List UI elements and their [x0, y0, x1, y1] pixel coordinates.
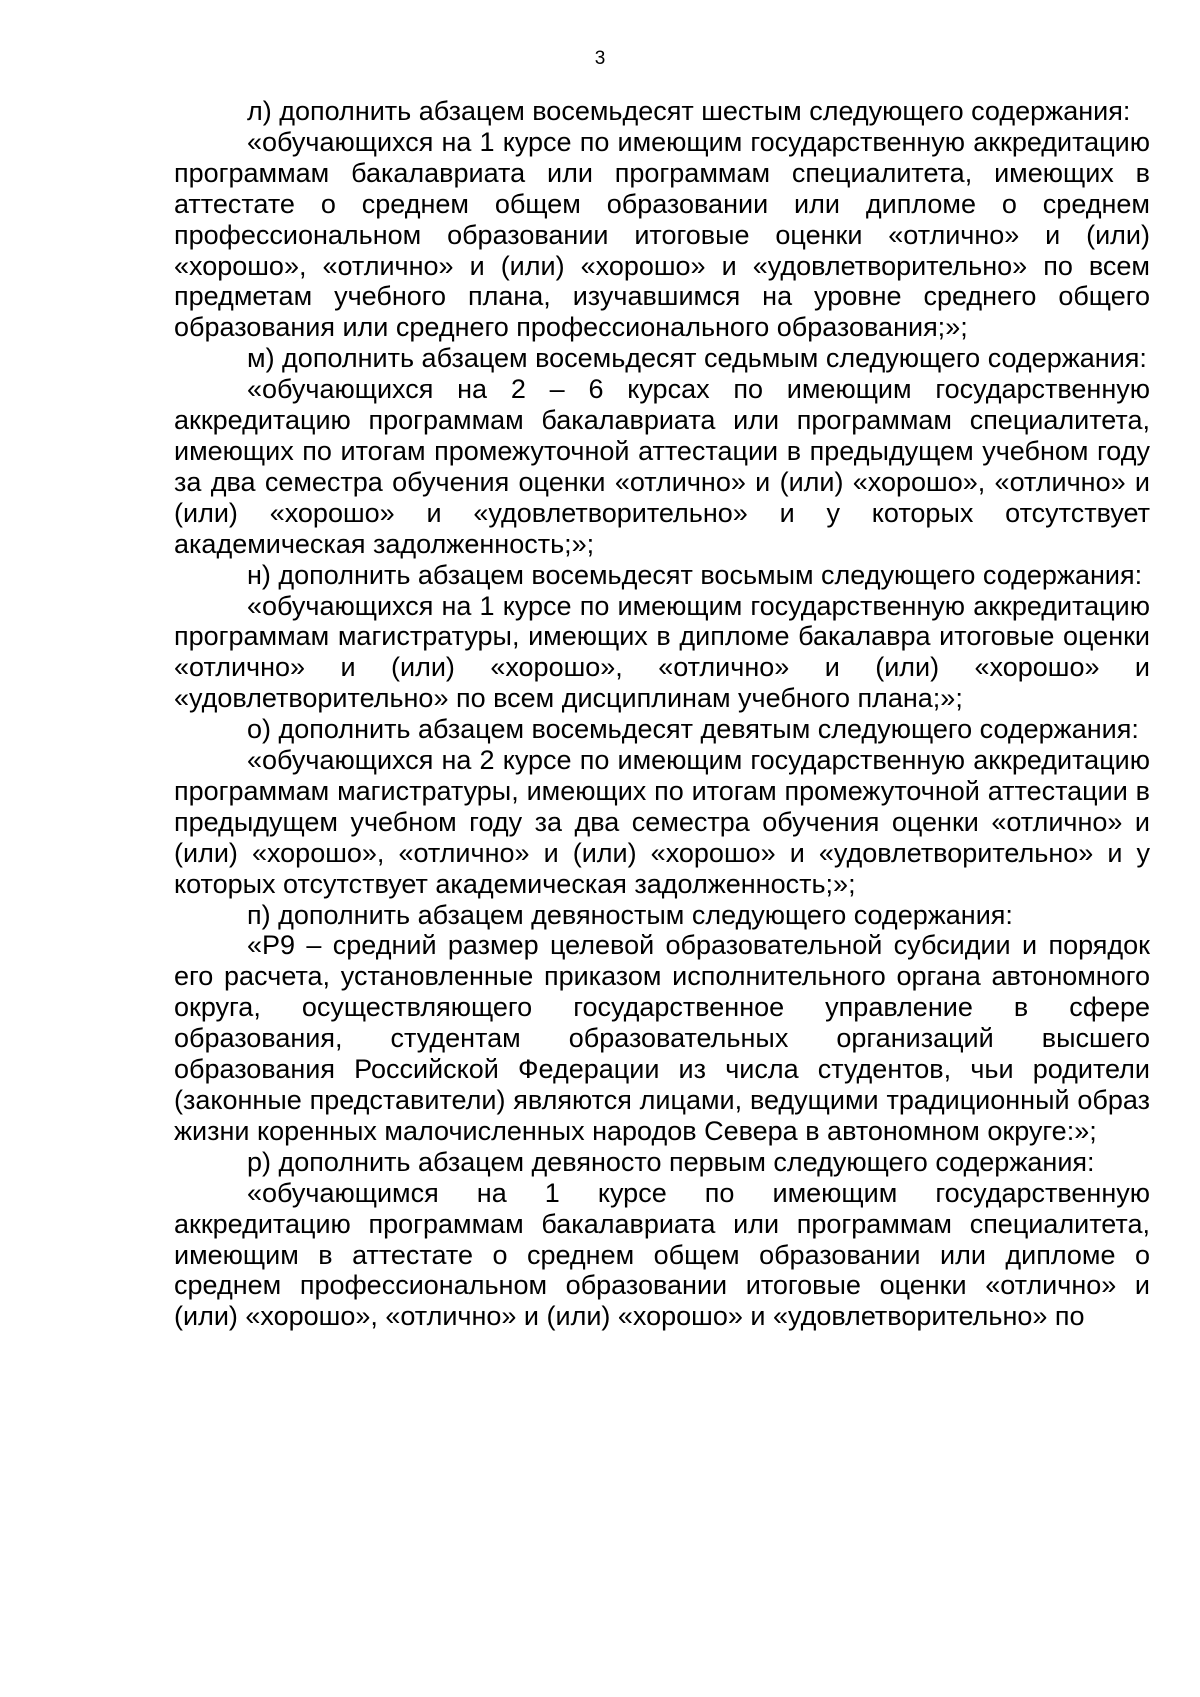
paragraph: м) дополнить абзацем восемьдесят седьмым следующего содержания:	[247, 343, 1147, 374]
paragraph: «обучающихся на 2 – 6 курсах по имеющим государственную аккредитацию программам бакалавриата или программам специалитета, имеющих по итогам промежуточной аттестации в предыдущем учебном году за два семестра обучения оценки «отлично» и (или) «хорошо», «отлично» и (или) «хорошо» и «удовлетворительно» и у которых отсутствует академическая задолженность;»;	[174, 374, 1150, 559]
paragraph: п) дополнить абзацем девяностым следующего содержания:	[247, 899, 1013, 930]
paragraph: «обучающихся на 1 курсе по имеющим государственную аккредитацию программам бакалавриата или программам специалитета, имеющих в аттестате о среднем общем образовании или дипломе о среднем профессиональном образовании итоговые оценки «отлично» и (или) «хорошо», «отлично» и (или) «хорошо» и «удовлетворительно» по всем предметам учебного плана, изучавшимся на уровне среднего общего образования или среднего профессионального образования;»;	[174, 126, 1150, 343]
document-body	[174, 96, 1150, 1332]
page-number: 3	[594, 48, 606, 69]
paragraph: р) дополнить абзацем девяносто первым следующего содержания:	[247, 1146, 1095, 1177]
paragraph: «Р9 – средний размер целевой образовательной субсидии и порядок его расчета, установленные приказом исполнительного органа автономного округа, осуществляющего государственное управление в сфере образования, студентам образовательных организаций высшего образования Российской Федерации из числа студентов, чьи родители (законные представители) являются лицами, ведущими традиционный образ жизни коренных малочисленных народов Севера в автономном округе:»;	[174, 930, 1150, 1146]
paragraph: «обучающимся на 1 курсе по имеющим государственную аккредитацию программам бакалавриата или программам специалитета, имеющим в аттестате о среднем общем образовании или дипломе о среднем профессиональном образовании итоговые оценки «отлично» и (или) «хорошо», «отлично» и (или) «хорошо» и «удовлетворительно» по	[174, 1177, 1150, 1332]
paragraph: «обучающихся на 2 курсе по имеющим государственную аккредитацию программам магистратуры, имеющих по итогам промежуточной аттестации в предыдущем учебном году за два семестра обучения оценки «отлично» и (или) «хорошо», «отлично» и (или) «хорошо» и «удовлетворительно» и у которых отсутствует академическая задолженность;»;	[174, 745, 1150, 899]
paragraph: л) дополнить абзацем восемьдесят шестым следующего содержания:	[247, 96, 1131, 126]
paragraph: о) дополнить абзацем восемьдесят девятым следующего содержания:	[247, 714, 1139, 745]
paragraph: н) дополнить абзацем восемьдесят восьмым следующего содержания:	[247, 559, 1143, 590]
paragraph: «обучающихся на 1 курсе по имеющим государственную аккредитацию программам магистратуры, имеющих в дипломе бакалавра итоговые оценки «отлично» и (или) «хорошо», «отлично» и (или) «хорошо» и «удовлетворительно» по всем дисциплинам учебного плана;»;	[174, 590, 1150, 714]
